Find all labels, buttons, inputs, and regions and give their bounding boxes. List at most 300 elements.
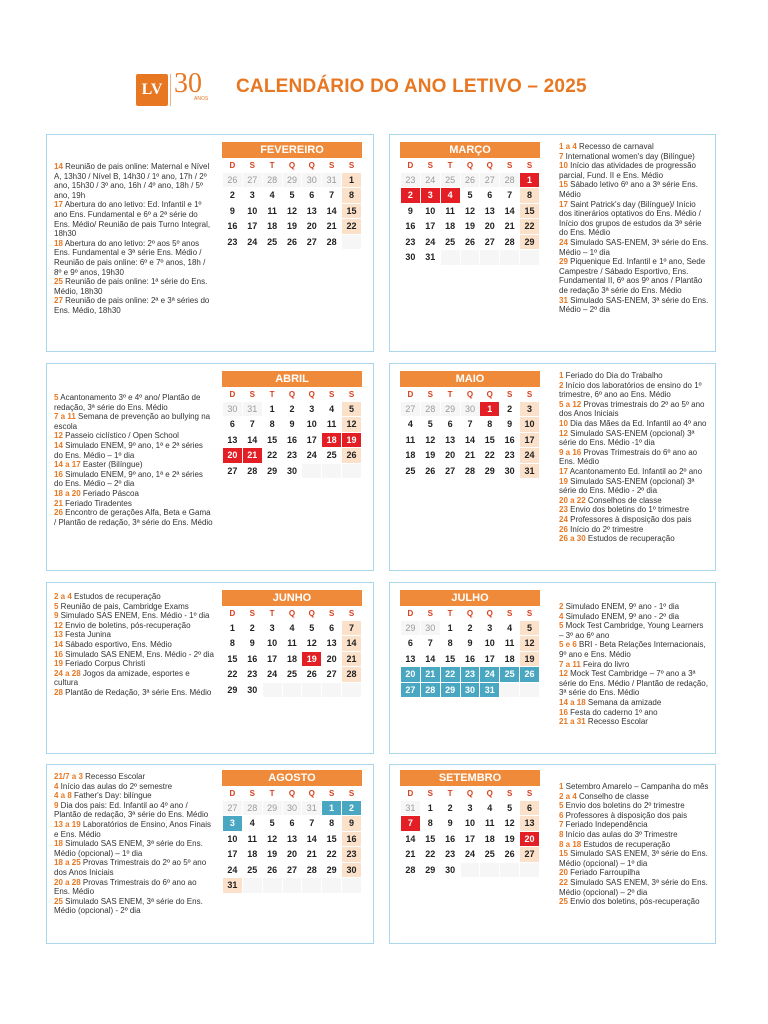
day-cell: 30	[302, 172, 322, 188]
event-text: Semana da amizade	[585, 697, 662, 707]
week-row	[401, 636, 540, 652]
day-cell: 3	[262, 620, 282, 636]
weekday-header: S	[526, 609, 533, 619]
event-date: 9 a 16	[559, 447, 582, 457]
weekday-header: T	[447, 609, 453, 619]
week-row	[401, 667, 540, 683]
event-text: Acantonamento 3º e 4º ano/ Plantão de redação, 3ª série do Ens. Médio	[54, 393, 201, 412]
event-text: Mock Test Cambridge, Young Learners – 3º ao 6º ano	[559, 621, 704, 640]
event-text: Feriado Tiradentes	[62, 498, 132, 508]
day-cell: 30	[500, 463, 520, 479]
day-cell: 3	[520, 401, 540, 417]
day-cell: 31	[420, 250, 440, 266]
event-date: 21/7 a 3	[54, 772, 83, 781]
event-item	[559, 515, 709, 525]
event-date: 13 a 19	[54, 819, 81, 829]
day-cell: 6	[401, 636, 421, 652]
weekday-header: Q	[486, 161, 493, 171]
day-cell: 1	[262, 401, 282, 417]
event-text: Feriado do Dia do Trabalho	[563, 371, 663, 380]
day-cell: 23	[342, 847, 362, 863]
event-date: 15	[559, 180, 568, 190]
event-item	[559, 467, 709, 477]
event-text: Reunião de pais online: 1ª série do Ens. Médio, 18h30	[54, 277, 208, 296]
day-cell	[460, 250, 480, 266]
event-date: 5 e 6	[559, 640, 577, 650]
event-text: Jogos da amizade, esportes e cultura	[54, 668, 190, 688]
day-cell: 28	[242, 800, 262, 816]
event-date: 14 a 17	[54, 460, 81, 470]
day-cell: 10	[242, 203, 262, 219]
day-cell: 30	[242, 682, 262, 698]
event-item	[54, 277, 214, 296]
calendar-maio	[400, 371, 540, 479]
event-item	[559, 371, 709, 381]
event-text: Simulado SAS ENEM, Ens. Médio - 1º dia	[58, 611, 210, 621]
event-text: Provas Trimestrais do 6º ano ao Ens. Médio	[54, 877, 197, 897]
events-julho	[559, 602, 709, 727]
event-date: 2	[559, 602, 564, 611]
event-text: Sábado letivo 6º ano a 3ª série Ens. Médio	[559, 180, 698, 199]
day-cell: 29	[262, 463, 282, 479]
event-date: 1	[559, 371, 564, 380]
day-cell: 28	[262, 172, 282, 188]
event-date: 7	[559, 820, 564, 830]
day-cell: 21	[420, 667, 440, 683]
weekday-header: Q	[466, 609, 474, 619]
day-cell: 21	[302, 847, 322, 863]
day-cell: 20	[223, 448, 243, 464]
day-cell: 8	[420, 816, 440, 832]
day-cell: 13	[440, 432, 460, 448]
event-item	[559, 897, 709, 907]
week-row	[401, 862, 540, 878]
event-text: Início do 2º trimestre	[567, 524, 644, 534]
weekday-header: Q	[288, 789, 296, 799]
day-cell: 4	[322, 401, 342, 417]
day-cell: 16	[440, 831, 460, 847]
day-cell: 25	[242, 862, 262, 878]
day-cell: 13	[322, 636, 342, 652]
day-cell: 28	[322, 234, 342, 250]
event-date: 24 a 28	[54, 668, 81, 678]
weekday-header: S	[427, 161, 433, 171]
event-date: 12	[54, 431, 63, 441]
day-cell: 22	[262, 448, 282, 464]
weekday-header: D	[229, 161, 236, 171]
weekday-header: Q	[288, 390, 296, 400]
day-cell: 21	[322, 219, 342, 235]
event-text: Father's Day: bilíngue	[71, 791, 152, 801]
week-row	[401, 234, 540, 250]
event-date: 7	[559, 151, 564, 161]
week-row	[223, 651, 362, 667]
event-text: Saint Patrick's day (Bilíngue)/ Início dos itinerários optativos do Ens. Médio / Início dos grupos de estudos da 3ª série do Ens. Médio	[559, 199, 702, 238]
day-cell: 25	[282, 667, 302, 683]
day-cell: 4	[282, 620, 302, 636]
event-text: Simulado SAS-ENEM (opcional) 3ª série do Ens. Médio -1º dia	[559, 428, 695, 448]
week-row	[401, 203, 540, 219]
day-cell: 6	[322, 620, 342, 636]
week-row	[401, 651, 540, 667]
day-cell: 3	[242, 188, 262, 204]
day-cell: 26	[223, 172, 243, 188]
day-cell: 28	[420, 682, 440, 698]
day-cell: 6	[302, 188, 322, 204]
event-date: 7 a 11	[559, 659, 581, 669]
event-item	[559, 801, 709, 811]
day-cell: 29	[520, 234, 540, 250]
event-date: 15	[559, 849, 568, 859]
month-grid	[222, 160, 362, 250]
day-cell: 13	[302, 203, 322, 219]
day-cell: 27	[520, 847, 540, 863]
event-text: BRI - Beta Relações Internacionais, 9º ano e Ens. Médio	[559, 640, 706, 659]
events-abril	[54, 393, 214, 527]
event-date: 16	[54, 649, 63, 659]
event-date: 12	[559, 428, 568, 438]
day-cell: 15	[480, 432, 500, 448]
event-date: 26	[559, 524, 568, 534]
weekday-header: D	[407, 789, 414, 799]
day-cell: 5	[460, 188, 480, 204]
day-cell: 25	[480, 847, 500, 863]
day-cell: 20	[480, 219, 500, 235]
week-row	[401, 432, 540, 448]
calendar-setembro	[400, 770, 540, 878]
day-cell	[520, 250, 540, 266]
day-cell: 27	[401, 401, 421, 417]
event-item	[54, 592, 214, 602]
day-cell: 6	[440, 417, 460, 433]
day-cell: 24	[480, 667, 500, 683]
day-cell: 28	[500, 234, 520, 250]
weekday-header: S	[328, 161, 335, 171]
event-text: Simulado SAS ENEM, 3ª série do Ens. Médio (opcional) – 1º dia	[559, 849, 708, 868]
day-cell: 1	[342, 172, 362, 188]
event-item	[54, 296, 214, 315]
event-item	[559, 792, 709, 802]
day-cell: 2	[242, 620, 262, 636]
event-text: Estudos de recuperação	[71, 592, 161, 601]
week-row	[401, 172, 540, 188]
weekday-header: S	[506, 609, 513, 619]
day-cell: 10	[262, 636, 282, 652]
day-cell: 19	[282, 219, 302, 235]
weekday-header: D	[407, 390, 414, 400]
day-cell: 20	[440, 448, 460, 464]
week-row	[223, 862, 362, 878]
weekday-header: T	[269, 161, 275, 171]
day-cell: 11	[401, 432, 421, 448]
day-cell: 12	[460, 203, 480, 219]
day-cell	[500, 250, 520, 266]
day-cell: 14	[420, 651, 440, 667]
day-cell: 26	[302, 667, 322, 683]
event-date: 18	[54, 839, 63, 849]
event-item	[54, 489, 214, 499]
day-cell: 17	[262, 651, 282, 667]
event-text: Simulado SAS ENEM, 3ª série do Ens. Médio (opcional) – 1º dia	[54, 839, 203, 858]
event-item	[54, 791, 214, 801]
event-date: 21 a 31	[559, 717, 586, 727]
week-row	[223, 234, 362, 250]
day-cell: 9	[500, 417, 520, 433]
month-name: SETEMBRO	[400, 770, 540, 786]
day-cell: 7	[460, 417, 480, 433]
day-cell	[302, 878, 322, 894]
day-cell: 11	[282, 636, 302, 652]
day-cell: 8	[342, 188, 362, 204]
day-cell: 5	[302, 620, 322, 636]
event-text: Simulado ENEM, 9º ano - 2º dia	[563, 611, 680, 621]
day-cell: 27	[223, 800, 243, 816]
event-date: 26	[54, 508, 63, 518]
day-cell: 29	[322, 862, 342, 878]
event-date: 23	[559, 505, 568, 515]
event-item	[559, 698, 709, 708]
day-cell: 14	[401, 831, 421, 847]
day-cell: 26	[282, 234, 302, 250]
weekday-header: Q	[486, 789, 493, 799]
day-cell: 1	[520, 172, 540, 188]
day-cell	[520, 682, 540, 698]
event-date: 21	[54, 498, 63, 508]
day-cell: 3	[420, 188, 440, 204]
day-cell: 1	[440, 620, 460, 636]
event-date: 20 a 22	[559, 495, 586, 505]
day-cell: 20	[401, 667, 421, 683]
day-cell: 22	[440, 667, 460, 683]
month-grid	[400, 389, 540, 479]
day-cell	[440, 250, 460, 266]
day-cell: 25	[262, 234, 282, 250]
day-cell: 14	[460, 432, 480, 448]
day-cell	[480, 862, 500, 878]
day-cell: 22	[480, 448, 500, 464]
event-item	[54, 650, 214, 660]
day-cell: 23	[440, 847, 460, 863]
event-item	[559, 525, 709, 535]
day-cell: 19	[520, 651, 540, 667]
event-date: 5	[559, 621, 564, 631]
day-cell: 21	[500, 219, 520, 235]
day-cell	[322, 878, 342, 894]
event-item	[54, 659, 214, 669]
event-date: 5	[559, 801, 564, 811]
day-cell: 27	[223, 463, 243, 479]
day-cell: 3	[302, 401, 322, 417]
event-date: 24	[559, 514, 568, 524]
day-cell: 2	[401, 188, 421, 204]
event-date: 13	[54, 630, 63, 640]
week-row	[401, 250, 540, 266]
event-text: Professores à disposição dos pais	[567, 514, 692, 524]
event-text: Provas Trimestrais do 6º ano ao Ens. Médio	[559, 447, 698, 467]
day-cell	[500, 682, 520, 698]
day-cell: 9	[401, 203, 421, 219]
event-text: Professores à disposição dos pais	[563, 810, 688, 820]
event-date: 17	[559, 466, 568, 476]
event-item	[54, 630, 214, 640]
day-cell: 28	[302, 862, 322, 878]
week-row	[401, 831, 540, 847]
weekday-header: Q	[466, 789, 474, 799]
day-cell: 25	[401, 463, 421, 479]
week-row	[401, 219, 540, 235]
day-cell: 18	[480, 831, 500, 847]
weekday-header: S	[427, 609, 433, 619]
weekday-header: S	[249, 390, 255, 400]
calendar-marco	[400, 142, 540, 266]
day-cell: 12	[520, 636, 540, 652]
day-cell: 26	[342, 448, 362, 464]
day-cell: 27	[480, 172, 500, 188]
day-cell	[342, 878, 362, 894]
month-name: MARÇO	[400, 142, 540, 158]
day-cell: 15	[420, 831, 440, 847]
day-cell: 28	[342, 667, 362, 683]
day-cell: 30	[460, 401, 480, 417]
day-cell: 22	[520, 219, 540, 235]
event-date: 16	[559, 707, 568, 717]
weekday-header: S	[249, 789, 255, 799]
day-cell: 30	[223, 401, 243, 417]
event-text: Acantonamento Ed. Infantil ao 2º ano	[567, 466, 703, 476]
weekday-header: Q	[486, 609, 493, 619]
event-item	[54, 460, 214, 470]
event-date: 1 a 4	[559, 142, 577, 151]
day-cell: 9	[223, 203, 243, 219]
event-item	[54, 431, 214, 441]
weekday-header: Q	[486, 390, 493, 400]
event-item	[54, 820, 214, 839]
day-cell: 26	[420, 463, 440, 479]
day-cell: 7	[302, 816, 322, 832]
day-cell: 27	[480, 234, 500, 250]
day-cell: 4	[242, 816, 262, 832]
day-cell: 29	[480, 463, 500, 479]
week-row	[223, 878, 362, 894]
day-cell: 18	[401, 448, 421, 464]
event-text: Conselho de classe	[576, 791, 649, 801]
event-date: 1	[559, 782, 564, 791]
event-item	[559, 534, 709, 544]
day-cell	[242, 878, 262, 894]
calendar-abril	[222, 371, 362, 479]
day-cell: 1	[480, 401, 500, 417]
day-cell: 12	[500, 816, 520, 832]
event-text: Plantão de Redação, 3ª série Ens. Médio	[62, 687, 212, 697]
event-item	[54, 611, 214, 621]
day-cell: 7	[420, 636, 440, 652]
day-cell: 13	[520, 816, 540, 832]
event-text: Reunião de pais online: Maternal e Nível A, 13h30 / Nível B, 14h30 / 1º ano, 17h / 2º ano, 15h30 / 3º ano, 16h / 4º ano, 18h / 5º ano, 19h	[54, 162, 210, 200]
day-cell: 16	[282, 432, 302, 448]
event-date: 17	[54, 200, 63, 210]
event-item	[54, 621, 214, 631]
day-cell: 24	[420, 172, 440, 188]
weekday-header: Q	[308, 161, 315, 171]
event-item	[559, 660, 709, 670]
weekday-header: S	[506, 161, 513, 171]
day-cell: 4	[401, 417, 421, 433]
event-date: 10	[559, 418, 568, 428]
event-text: Semana de prevenção ao bullying na escola	[54, 412, 211, 431]
weekday-header: S	[506, 390, 513, 400]
day-cell: 13	[282, 831, 302, 847]
event-text: Easter (Bilíngue)	[80, 460, 143, 470]
day-cell: 18	[262, 219, 282, 235]
events-fevereiro	[54, 162, 214, 316]
logo-30-anos: 30	[174, 68, 202, 99]
event-item	[54, 782, 214, 792]
day-cell	[262, 878, 282, 894]
day-cell: 23	[242, 667, 262, 683]
day-cell: 26	[520, 667, 540, 683]
event-date: 18	[54, 238, 63, 248]
weekday-header: S	[427, 390, 433, 400]
day-cell: 31	[302, 800, 322, 816]
event-item	[54, 499, 214, 509]
weekday-header: T	[447, 789, 453, 799]
event-date: 26 a 30	[559, 534, 586, 544]
event-text: Recesso de carnaval	[576, 142, 654, 151]
day-cell: 17	[520, 432, 540, 448]
event-item	[559, 200, 709, 238]
event-item	[559, 238, 709, 257]
event-text: Feriado Independência	[563, 820, 648, 830]
event-item	[559, 180, 709, 199]
event-item	[559, 782, 709, 792]
day-cell: 17	[460, 831, 480, 847]
day-cell: 14	[302, 831, 322, 847]
day-cell: 21	[242, 448, 262, 464]
week-row	[223, 188, 362, 204]
day-cell: 11	[480, 816, 500, 832]
event-item	[559, 868, 709, 878]
day-cell: 11	[440, 203, 460, 219]
day-cell: 13	[401, 651, 421, 667]
day-cell: 27	[440, 463, 460, 479]
event-date: 4 a 8	[54, 791, 72, 801]
page-title: CALENDÁRIO DO ANO LETIVO – 2025	[236, 76, 587, 97]
event-date: 19	[559, 476, 568, 486]
event-item	[54, 162, 214, 200]
event-text: Envio dos boletins do 2º trimestre	[563, 801, 685, 811]
event-date: 5	[54, 393, 59, 402]
day-cell: 23	[223, 234, 243, 250]
day-cell: 8	[262, 417, 282, 433]
week-row	[401, 682, 540, 698]
event-item	[559, 612, 709, 622]
week-row	[401, 816, 540, 832]
day-cell: 1	[223, 620, 243, 636]
day-cell: 8	[223, 636, 243, 652]
day-cell: 28	[460, 463, 480, 479]
day-cell: 6	[480, 188, 500, 204]
event-text: Provas Trimestrais do 2º ao 5º ano dos Anos Iniciais	[54, 858, 207, 877]
event-date: 25	[54, 896, 63, 906]
event-date: 7 a 11	[54, 412, 76, 422]
event-text: Simulado SAS ENEM, Ens. Médio - 2º dia	[62, 649, 214, 659]
event-item	[559, 820, 709, 830]
day-cell: 9	[242, 636, 262, 652]
weekday-header: D	[229, 390, 236, 400]
day-cell: 23	[401, 172, 421, 188]
events-junho	[54, 592, 214, 698]
day-cell	[342, 682, 362, 698]
